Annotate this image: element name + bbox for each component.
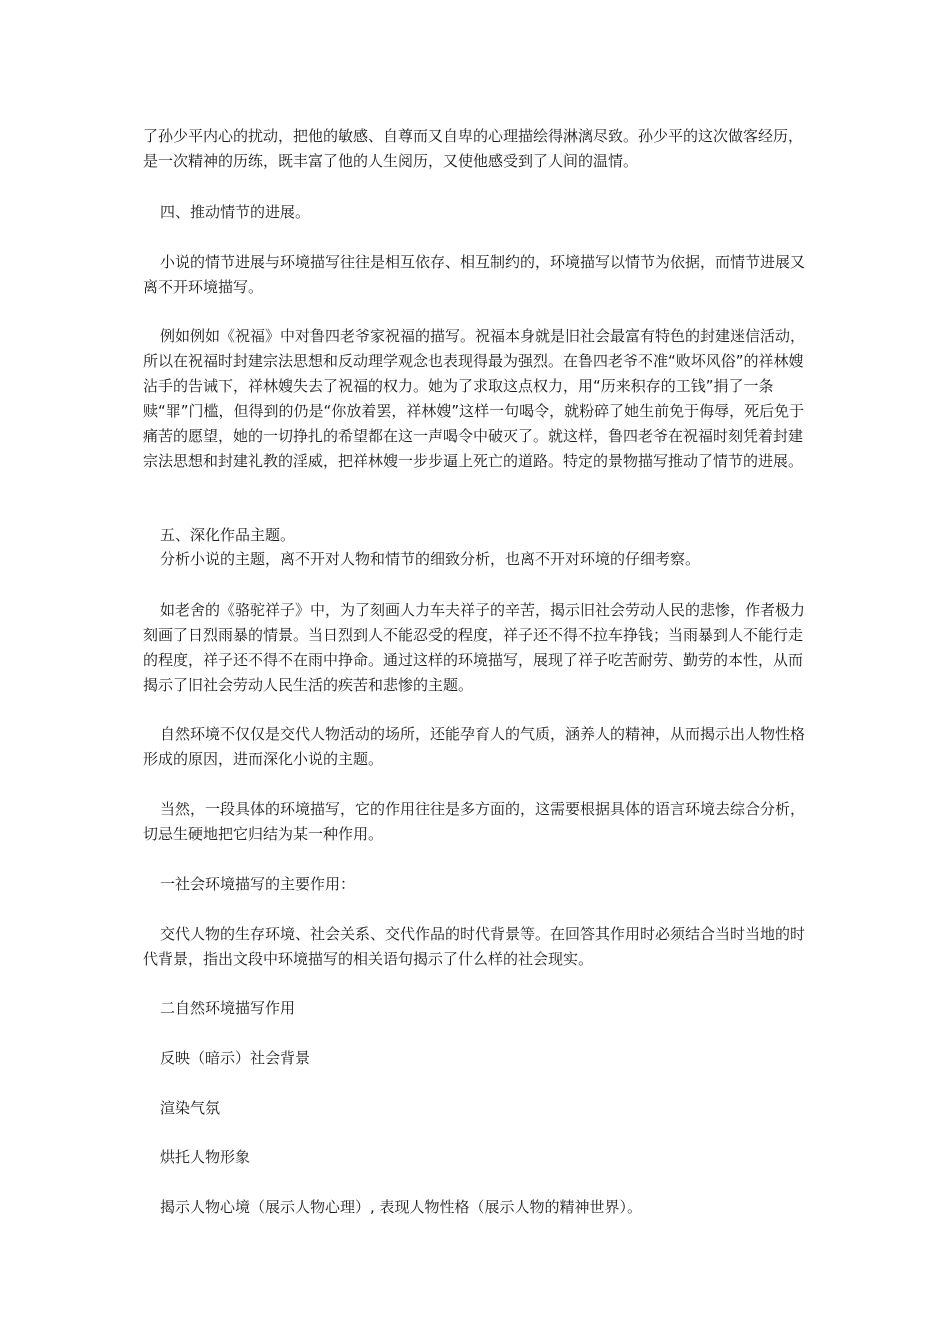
paragraph-zhufu-example: 例如例如《祝福》中对鲁四老爷家祝福的描写。祝福本身就是旧社会最富有特色的封建迷信活动，所以在祝福时封建宗法思想和反动理学观念也表现得最为强烈。在鲁四老爷不准“败坏风俗”的祥林嫂沾手的告诫下，祥林嫂失去了祝福的权力。她为了求取这点权力，用“历来积存的工钱”捐了一条赎“罪”门槛，但得到的仍是“你放着罢，祥林嫂”这样一句喝令，就粉碎了她生前免于侮辱，死后免于痛苦的愿望，她的一切挣扎的希望都在这一声喝令中破灭了。就这样，鲁四老爷在祝福时刻凭着封建宗法思想和封建礼教的淫威，把祥林嫂一步步逼上死亡的道路。特定的景物描写推动了情节的进展。 [143, 327, 806, 470]
heading-section-4: 四、推动情节的进展。 [160, 203, 311, 221]
heading-natural-environment: 二自然环境描写作用 [160, 999, 296, 1017]
list-item-atmosphere: 渲染气氛 [160, 1099, 221, 1117]
heading-social-environment: 一社会环境描写的主要作用： [160, 875, 356, 893]
paragraph-theme-analysis: 分析小说的主题，离不开对人物和情节的细致分析，也离不开对环境的仔细考察。 [160, 550, 701, 568]
heading-section-5: 五、深化作品主题。 [160, 526, 296, 544]
paragraph-plot-environment: 小说的情节进展与环境描写往往是相互依存、相互制约的，环境描写以情节为依据，而情节进展又离不开环境描写。 [143, 253, 806, 296]
paragraph-multiple-functions: 当然，一段具体的环境描写，它的作用往往是多方面的，这需要根据具体的语言环境去综合分析，切忌生硬地把它归结为某一种作用。 [143, 800, 806, 843]
list-item-character-mind: 揭示人物心境（展示人物心理）, 表现人物性格（展示人物的精神世界）。 [160, 1198, 643, 1216]
paragraph-sun-shaoping: 了孙少平内心的扰动，把他的敏感、自尊而又自卑的心理描绘得淋漓尽致。孙少平的这次做客经历，是一次精神的历练，既丰富了他的人生阅历，又使他感受到了人间的温情。 [143, 127, 804, 170]
paragraph-luotuo-xiangzi: 如老舍的《骆驼祥子》中，为了刻画人力车夫祥子的辛苦，揭示旧社会劳动人民的悲惨，作者极力刻画了日烈雨暴的情景。当日烈到人不能忍受的程度，祥子还不得不拉车挣钱；当雨暴到人不能行走的程度，祥子还不得不在雨中挣命。通过这样的环境描写，展现了祥子吃苦耐劳、勤劳的本性，从而揭示了旧社会劳动人民生活的疾苦和悲惨的主题。 [143, 601, 806, 694]
list-item-character-image: 烘托人物形象 [160, 1148, 251, 1166]
paragraph-natural-environment: 自然环境不仅仅是交代人物活动的场所，还能孕育人的气质，涵养人的精神，从而揭示出人物性格形成的原因，进而深化小说的主题。 [143, 725, 806, 768]
list-item-social-background: 反映（暗示）社会背景 [160, 1049, 311, 1067]
paragraph-social-environment: 交代人物的生存环境、社会关系、交代作品的时代背景等。在回答其作用时必须结合当时当地的时代背景，指出文段中环境描写的相关语句揭示了什么样的社会现实。 [143, 925, 806, 968]
